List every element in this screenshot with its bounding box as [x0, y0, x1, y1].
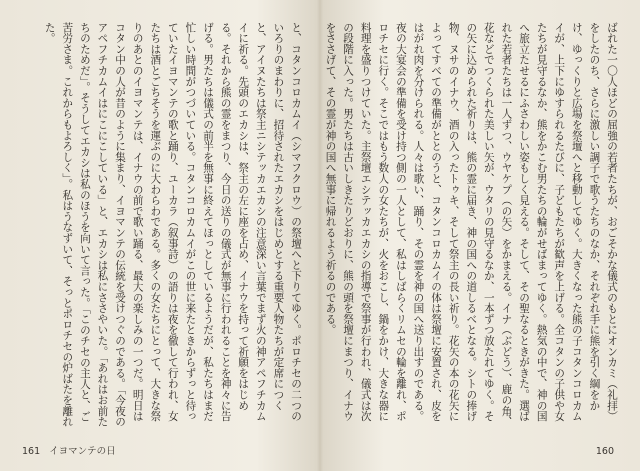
right-page-body-text: ばれた一〇人ほどの屈強の若者たちが、おごそかな儀式のもとにオンカミ（礼拝）をしたのち、さらに激しい調子で歌うたちのなか、それぞれ手に熊を引く綱をかけ、ゆっくりと広場を祭壇へと移動してゆく。大きくなった熊の子コタンコロカムイが、上下にゆすられるたびに、子どもたちが歓声を上げる。全コタンの子供や女たちが見守るなか、熊をかこむ男たちの輪がせばまってゆく。熱気の中で、神の国へ旅立たせるにふさわしい姿もしく見える。そして、その聖なるときがきた。選ばれた若者たちは一人ずつ、ウヤケプ（の矢）をかまえる。イナ（ぶどう）、鹿の角、花などでつくられた美しい矢が、ウタリの見守るなか、一本ずつ放たれてゆく。その矢に込められた祈りは、熊の霊に届き、神の国への道しるべとなる。シトの捧げ物、ヌサのイナウ、酒の入ったトゥキ、そして祭主の長い祈り。花矢の本の花矢によってすべての準備がととのうと、コタンコロカムイの体は祭壇に安置され、皮をはがれ肉を分けられる。人々は歌い、踊り、その霊を神の国へ送り出すのである。夜の大宴会の準備を受け持つ側の一人として、私はしばらくリムセの輪を離れ、ポロチセに行く。そこではもう数人の女たちが、火をおこし、鍋をかけ、大きな器に料理を盛りつけていた。主祭壇エシテッカエカシの指導で祭事が行われ、儀式は次の段階に入った。男たちは古いしきたりどおりに、熊の頭を祭壇にまつり、イナウをささげて、その霊が神の国へ無事に帰れるよう祈るのである。 — [324, 22, 618, 428]
right-page-footer — [596, 446, 614, 457]
left-page-body-text: と、コタンコロカムイ（シマフクロウ）の祭壇へと下りてゆく。ポロチセの二つのいろりのまわりに、招待されたエカシをはじめとする重要人物たちが定席につくと、アイヌたちは祭主ニシテッカエカシの注意深い言葉でまず火の神アペフチカムイに祈る。先頭のエカシは、祭主の左に座を占め、イナウを持って祈願をはじめる。それから熊の霊をまつり、今日の送りの儀式が無事に行われることを神々に告げる。男たちは儀式の前半を無事に終えてほっとしているようだが、私たちはまだ忙しい時間がつづいている。コタンコロカムイがこの世に来たときからずっと待っていたイヨマンテの歌と踊り、ユーカラ（叙事詩）の語りは夜を徹して行われ、女たちは酒とごちそうを運ぶのに大わらわである。多くの女たちにとって、大きな祭りのあとのイヨマンテは、イナウの前で歌い踊る、最大の楽しみの一つだ。明日はコタン中の人が昔のように集まり、イヨマンテの伝統を受けつぐのである。「今夜のアペフチカムイはにこにこしている」と、エカシは私にささやいた。「あれはお前たちのためだ」。そうしてエカシは私のほうを向いて言った。「このチセの主人と、ご苦労さま。これからもよろしく」。私はうなずいて、そっとポロチセの炉ばたを離れた。 — [43, 22, 302, 428]
left-page-number: 161 — [22, 446, 41, 457]
right-page — [320, 0, 640, 471]
left-page-footer — [22, 443, 116, 457]
right-page-number: 160 — [595, 446, 614, 457]
running-title: イヨマンテの日 — [49, 446, 116, 457]
